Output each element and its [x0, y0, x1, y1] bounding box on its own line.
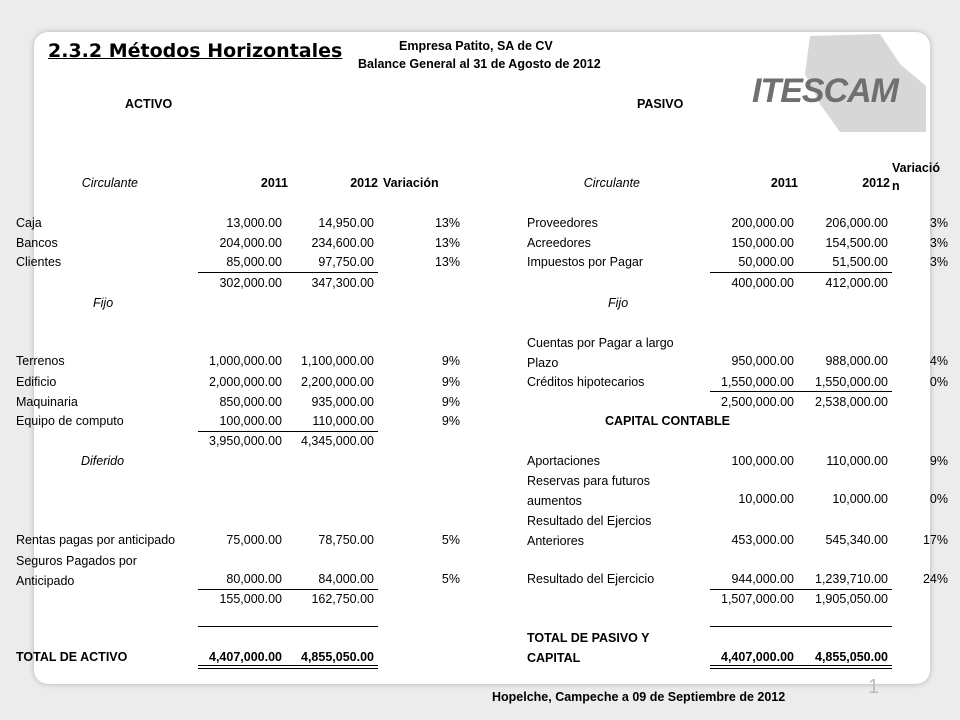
subtotal-rule: [198, 589, 378, 590]
capital-row-name-line2: Anteriores: [527, 534, 584, 548]
capital-row-2011: 10,000.00: [738, 492, 794, 506]
activo-diferido-total-2011: 155,000.00: [219, 592, 282, 606]
total-activo-2011: 4,407,000.00: [209, 650, 282, 664]
capital-row-name-line1: Reservas para futuros: [527, 474, 650, 488]
activo-row-var: 9%: [441, 414, 460, 428]
capital-row-2012: 545,340.00: [825, 533, 888, 547]
activo-row-2011: 1,000,000.00: [209, 354, 282, 368]
pasivo-col-2011: 2011: [770, 176, 798, 190]
footer-location-date: Hopelche, Campeche a 09 de Septiembre de 2012: [492, 690, 786, 704]
activo-row-2011: 85,000.00: [226, 255, 282, 269]
capital-header: CAPITAL CONTABLE: [605, 414, 730, 428]
capital-row-name-line1: Resultado del Ejercios: [527, 514, 652, 528]
activo-row-var: 9%: [441, 354, 460, 368]
activo-row-2011: 850,000.00: [219, 395, 282, 409]
pasivo-col-var-line1: Variació: [892, 161, 940, 175]
activo-row-name: Terrenos: [16, 354, 65, 368]
pasivo-row-var: 3%: [929, 255, 948, 269]
activo-fijo-total-2011: 3,950,000.00: [209, 434, 282, 448]
pasivo-circulante-total-2012: 412,000.00: [825, 276, 888, 290]
pasivo-row-var: 4%: [929, 354, 948, 368]
pasivo-row-2012: 988,000.00: [825, 354, 888, 368]
pasivo-row-name-line2: Plazo: [527, 356, 559, 370]
capital-row-2011: 100,000.00: [731, 454, 794, 468]
activo-row-2011: 100,000.00: [219, 414, 282, 428]
activo-fijo-label: Fijo: [93, 296, 114, 310]
activo-row-name: Bancos: [16, 236, 58, 250]
pasivo-col-var-line2: n: [892, 179, 900, 193]
activo-row-var: 13%: [434, 236, 460, 250]
subtotal-rule: [710, 272, 892, 273]
activo-row-2012: 1,100,000.00: [301, 354, 374, 368]
activo-row-2011: 80,000.00: [226, 572, 282, 586]
pasivo-circulante-label: Circulante: [583, 176, 640, 190]
activo-row-name: Maquinaria: [16, 395, 78, 409]
pasivo-fijo-total-2011: 2,500,000.00: [721, 395, 794, 409]
page-number: 1: [868, 676, 880, 698]
subtotal-rule: [198, 272, 378, 273]
capital-row-2012: 1,239,710.00: [815, 572, 888, 586]
activo-circulante-total-2012: 347,300.00: [311, 276, 374, 290]
grand-total-label-line1: TOTAL DE PASIVO Y: [527, 631, 650, 645]
pasivo-header: PASIVO: [637, 97, 684, 111]
pasivo-row-var: 3%: [929, 216, 948, 230]
activo-row-2012: 84,000.00: [318, 572, 374, 586]
pasivo-row-var: 0%: [929, 375, 948, 389]
pasivo-row-2011: 950,000.00: [731, 354, 794, 368]
grand-total-2012: 4,855,050.00: [815, 650, 888, 664]
activo-row-var: 9%: [441, 375, 460, 389]
capital-row-var: 17%: [922, 533, 948, 547]
activo-row-var: 13%: [434, 216, 460, 230]
activo-row-2011: 13,000.00: [226, 216, 282, 230]
activo-row-2011: 2,000,000.00: [209, 375, 282, 389]
activo-row-2012: 2,200,000.00: [301, 375, 374, 389]
pasivo-row-2011: 1,550,000.00: [721, 375, 794, 389]
capital-row-2012: 110,000.00: [826, 454, 888, 468]
capital-total-2011: 1,507,000.00: [721, 592, 794, 606]
pasivo-row-var: 3%: [929, 236, 948, 250]
capital-row-name-line2: aumentos: [527, 494, 582, 508]
capital-total-2012: 1,905,050.00: [815, 592, 888, 606]
slide-title: 2.3.2 Métodos Horizontales: [48, 40, 343, 62]
capital-row-name: Aportaciones: [527, 454, 600, 468]
pasivo-row-2012: 154,500.00: [825, 236, 888, 250]
activo-row-var: 5%: [441, 533, 460, 547]
pasivo-row-2011: 50,000.00: [738, 255, 794, 269]
pasivo-row-2012: 51,500.00: [832, 255, 888, 269]
logo-text: ITESCAM: [752, 72, 898, 110]
pasivo-row-2012: 1,550,000.00: [815, 375, 888, 389]
capital-row-2012: 10,000.00: [832, 492, 888, 506]
activo-row-2012: 234,600.00: [311, 236, 374, 250]
activo-diferido-label: Diferido: [81, 454, 125, 468]
activo-row-2012: 97,750.00: [318, 255, 374, 269]
pasivo-fijo-label: Fijo: [608, 296, 629, 310]
capital-row-name: Resultado del Ejercicio: [527, 572, 655, 586]
pasivo-row-2012: 206,000.00: [825, 216, 888, 230]
pasivo-row-name: Proveedores: [527, 216, 598, 230]
total-activo-2012: 4,855,050.00: [301, 650, 374, 664]
grand-total-2011: 4,407,000.00: [721, 650, 794, 664]
activo-row-2012: 110,000.00: [312, 414, 374, 428]
capital-row-2011: 453,000.00: [731, 533, 794, 547]
pasivo-row-name-line1: Cuentas por Pagar a largo: [527, 336, 674, 350]
pasivo-row-name: Créditos hipotecarios: [527, 375, 645, 389]
activo-col-2012: 2012: [350, 176, 378, 190]
total-double-rule: [710, 668, 892, 669]
activo-diferido-total-2012: 162,750.00: [311, 592, 374, 606]
pasivo-row-2011: 200,000.00: [731, 216, 794, 230]
total-activo-label: TOTAL DE ACTIVO: [16, 650, 128, 664]
activo-row-name-line1: Seguros Pagados por: [16, 554, 137, 568]
pasivo-fijo-total-2012: 2,538,000.00: [815, 395, 888, 409]
activo-row-name: Edificio: [16, 375, 57, 389]
activo-row-var: 9%: [441, 395, 460, 409]
capital-row-var: 9%: [929, 454, 948, 468]
activo-row-2012: 78,750.00: [318, 533, 374, 547]
pasivo-row-name: Impuestos por Pagar: [527, 255, 644, 269]
capital-row-var: 0%: [929, 492, 948, 506]
total-rule: [198, 626, 378, 627]
activo-row-name: Rentas pagas por anticipado: [16, 533, 176, 547]
total-double-rule: [198, 668, 378, 669]
activo-row-2011: 75,000.00: [226, 533, 282, 547]
activo-col-var: Variación: [383, 176, 439, 190]
activo-row-var: 13%: [434, 255, 460, 269]
capital-row-2011: 944,000.00: [731, 572, 794, 586]
activo-row-var: 5%: [441, 572, 460, 586]
subtotal-rule: [710, 589, 892, 590]
activo-row-name: Clientes: [16, 255, 62, 269]
activo-circulante-label: Circulante: [81, 176, 138, 190]
activo-row-2011: 204,000.00: [219, 236, 282, 250]
activo-circulante-total-2011: 302,000.00: [219, 276, 282, 290]
activo-row-name: Caja: [16, 216, 42, 230]
activo-col-2011: 2011: [260, 176, 288, 190]
report-title: Balance General al 31 de Agosto de 2012: [358, 57, 601, 71]
activo-fijo-total-2012: 4,345,000.00: [301, 434, 374, 448]
activo-row-name: Equipo de computo: [16, 414, 124, 428]
capital-row-var: 24%: [922, 572, 948, 586]
pasivo-row-name: Acreedores: [527, 236, 591, 250]
grand-total-label-line2: CAPITAL: [527, 651, 581, 665]
total-rule: [710, 626, 892, 627]
activo-header: ACTIVO: [125, 97, 173, 111]
subtotal-rule: [710, 391, 892, 392]
total-double-rule: [710, 665, 892, 666]
subtotal-rule: [198, 431, 378, 432]
activo-row-2012: 935,000.00: [311, 395, 374, 409]
company-name: Empresa Patito, SA de CV: [399, 39, 553, 53]
total-double-rule: [198, 665, 378, 666]
activo-row-name-line2: Anticipado: [16, 574, 75, 588]
activo-row-2012: 14,950.00: [318, 216, 374, 230]
pasivo-row-2011: 150,000.00: [731, 236, 794, 250]
pasivo-col-2012: 2012: [862, 176, 890, 190]
pasivo-circulante-total-2011: 400,000.00: [731, 276, 794, 290]
